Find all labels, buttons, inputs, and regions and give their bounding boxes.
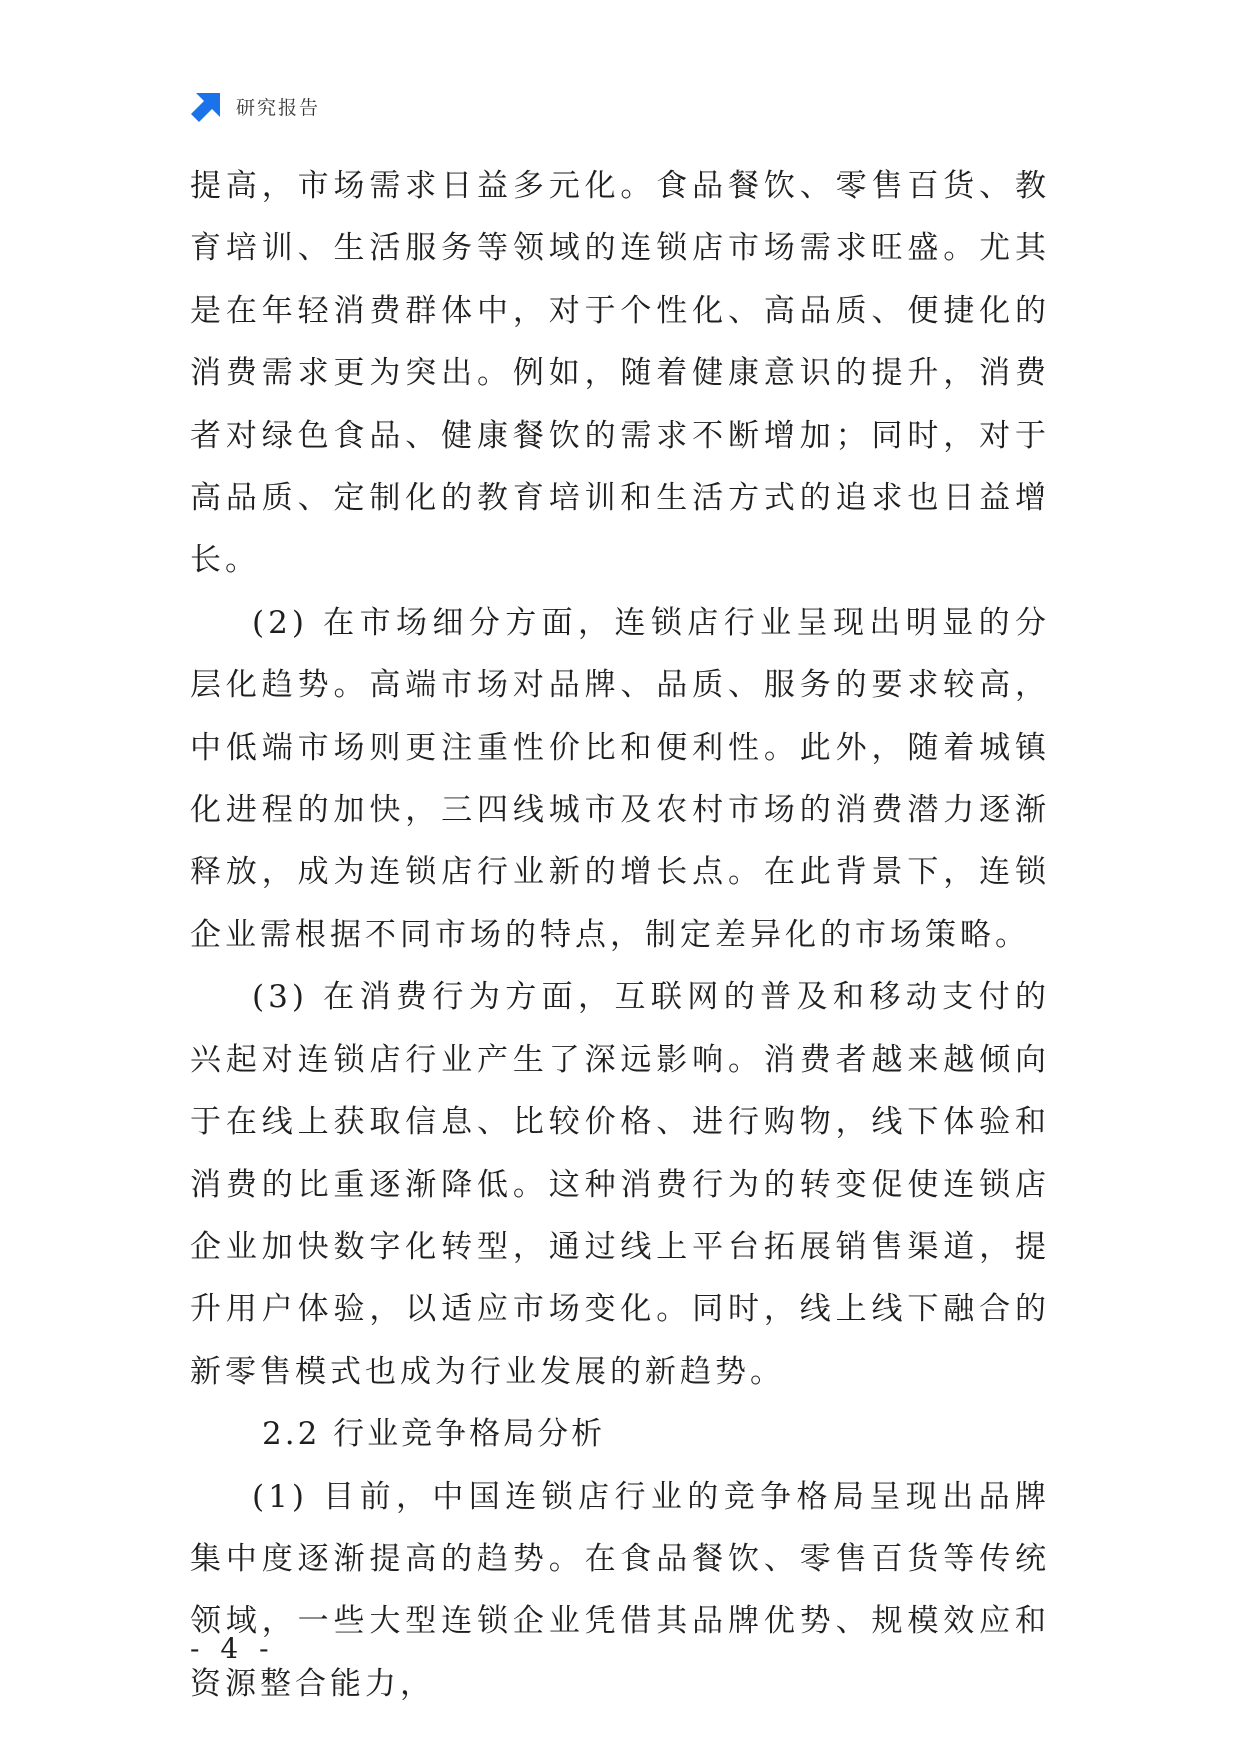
paragraph-1: 提高，市场需求日益多元化。食品餐饮、零售百货、教育培训、生活服务等领域的连锁店市场需求旺盛。尤其是在年轻消费群体中，对于个性化、高品质、便捷化的消费需求更为突出。例如，随着健康意识的提升，消费者对绿色食品、健康餐饮的需求不断增加；同时，对于高品质、定制化的教育培训和生活方式的追求也日益增长。: [190, 168, 1050, 579]
page-number: - 4 -: [190, 1632, 275, 1665]
section-heading: 2.2 行业竞争格局分析: [262, 1416, 606, 1453]
paragraph-4: (1) 目前，中国连锁店行业的竞争格局呈现出品牌集中度逐渐提高的趋势。在食品餐饮、零售百货等传统领域，一些大型连锁企业凭借其品牌优势、规模效应和资源整合能力，: [190, 1478, 1050, 1702]
report-logo-icon: [190, 89, 224, 123]
document-body: [190, 155, 1050, 1715]
paragraph-3: (3) 在消费行为方面，互联网的普及和移动支付的兴起对连锁店行业产生了深远影响。消费者越来越倾向于在线上获取信息、比较价格、进行购物，线下体验和消费的比重逐渐降低。这种消费行为的转变促使连锁店企业加快数字化转型，通过线上平台拓展销售渠道，提升用户体验，以适应市场变化。同时，线上线下融合的新零售模式也成为行业发展的新趋势。: [190, 979, 1050, 1390]
report-header: [190, 88, 320, 124]
paragraph-2: (2) 在市场细分方面，连锁店行业呈现出明显的分层化趋势。高端市场对品牌、品质、服务的要求较高，中低端市场则更注重性价比和便利性。此外，随着城镇化进程的加快，三四线城市及农村市场的消费潜力逐渐释放，成为连锁店行业新的增长点。在此背景下，连锁企业需根据不同市场的特点，制定差异化的市场策略。: [190, 604, 1050, 953]
header-title: 研究报告: [236, 96, 321, 119]
